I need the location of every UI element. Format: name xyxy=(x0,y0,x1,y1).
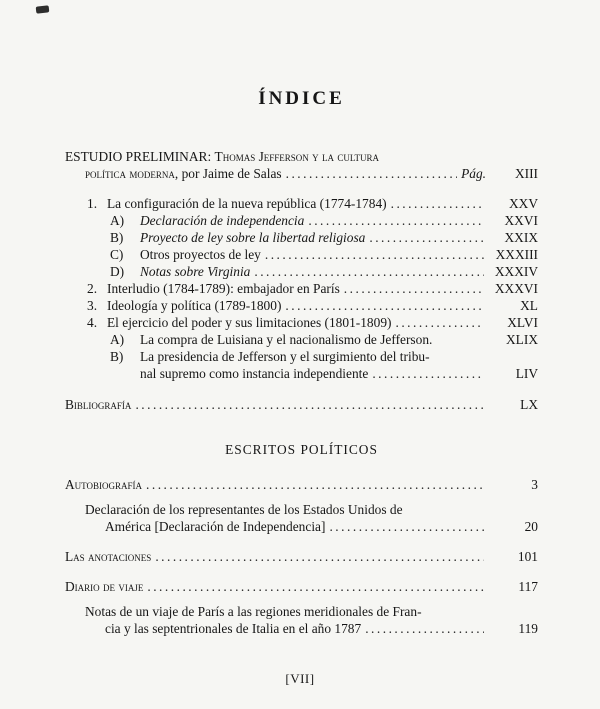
toc-row xyxy=(65,263,538,280)
dot-leader xyxy=(135,396,484,413)
entry-title: Diario de viaje xyxy=(65,579,144,594)
entry-row-continuation xyxy=(65,518,538,535)
toc-row xyxy=(65,314,538,331)
section-heading: ESCRITOS POLÍTICOS xyxy=(225,442,378,457)
dot-leader xyxy=(286,165,457,182)
toc-row xyxy=(65,297,538,314)
entry-title-line1: Declaración de los representantes de los Estados Unidos de xyxy=(85,502,403,517)
scan-artifact xyxy=(36,5,50,13)
entry-row xyxy=(65,603,538,620)
item-letter: B) xyxy=(110,349,124,364)
dot-leader xyxy=(372,365,484,382)
page-number: 3 xyxy=(531,477,538,492)
item-title: El ejercicio del poder y sus limitaciones (1801-1809) xyxy=(107,315,392,330)
page-number: 117 xyxy=(518,579,538,594)
toc-row xyxy=(65,280,538,297)
dot-leader xyxy=(395,314,484,331)
escritos-list xyxy=(65,476,538,637)
item-number: 1. xyxy=(87,196,98,211)
page-number: XXV xyxy=(508,196,538,211)
page-number: XXIX xyxy=(504,230,538,245)
dot-leader xyxy=(329,518,484,535)
dot-leader xyxy=(155,548,484,565)
page-number: XLIX xyxy=(506,332,538,347)
dot-leader xyxy=(254,263,484,280)
toc-row xyxy=(65,331,538,348)
entry-row xyxy=(65,578,538,595)
page-number: XLVI xyxy=(507,315,538,330)
entry-title-line2: América [Declaración de Independencia] xyxy=(105,519,326,534)
preliminar-line2 xyxy=(65,165,538,182)
page-number: 101 xyxy=(517,549,538,564)
entry-row xyxy=(65,501,538,518)
toc-row xyxy=(65,195,538,212)
folio-page-number: [VII] xyxy=(285,671,315,686)
item-number: 3. xyxy=(87,298,98,313)
toc-row xyxy=(65,246,538,263)
item-letter: A) xyxy=(110,332,125,347)
page-number: XXXVI xyxy=(494,281,538,296)
page-number: XXXIV xyxy=(494,264,538,279)
dot-leader xyxy=(146,476,484,493)
item-title-line2: nal supremo como instancia independiente xyxy=(140,366,369,381)
entry-title: Las anotaciones xyxy=(65,549,152,564)
page-number: 20 xyxy=(524,519,538,534)
page-number: LX xyxy=(520,397,538,412)
item-number: 4. xyxy=(87,315,98,330)
dot-leader xyxy=(265,246,484,263)
entry-row xyxy=(65,548,538,565)
dot-leader xyxy=(285,297,484,314)
preliminar-line2-text: política moderna, por Jaime de Salas xyxy=(85,166,282,181)
page-number: XXXIII xyxy=(495,247,538,262)
preliminar-entry xyxy=(65,148,538,182)
entry-row xyxy=(65,476,538,493)
bibliografia-row xyxy=(65,396,538,413)
page-number: LIV xyxy=(515,366,538,381)
toc-row xyxy=(65,229,538,246)
entry-title-line1: Notas de un viaje de París a las regiones meridionales de Fran- xyxy=(85,604,422,619)
page-number: 119 xyxy=(518,621,538,636)
item-title: La compra de Luisiana y el nacionalismo de Jefferson. xyxy=(140,332,433,347)
dot-leader xyxy=(344,280,484,297)
item-title: Proyecto de ley sobre la libertad religiosa xyxy=(140,230,366,245)
item-title-line1: La presidencia de Jefferson y el surgimiento del tribu- xyxy=(140,349,430,364)
entry-title: Autobiografía xyxy=(65,477,143,492)
dot-leader xyxy=(365,620,484,637)
dot-leader xyxy=(369,229,484,246)
preliminar-smallcaps: Thomas Jefferson y la cultura xyxy=(214,149,380,164)
dot-leader xyxy=(147,578,484,595)
page-number: XXVI xyxy=(504,213,538,228)
entry-row-continuation xyxy=(65,620,538,637)
preliminar-caps: ESTUDIO PRELIMINAR: xyxy=(65,149,212,164)
toc-row-continuation xyxy=(65,365,538,382)
item-number: 2. xyxy=(87,281,98,296)
dot-leader xyxy=(391,195,484,212)
toc-row xyxy=(65,212,538,229)
toc-list xyxy=(65,195,538,413)
entry-title-line2: cia y las septentrionales de Italia en el año 1787 xyxy=(105,621,362,636)
item-title: Ideología y política (1789-1800) xyxy=(107,298,282,313)
item-letter: C) xyxy=(110,247,124,262)
dot-leader xyxy=(308,212,484,229)
toc-row xyxy=(65,348,538,365)
page-number: XIII xyxy=(514,166,538,181)
page-title: ÍNDICE xyxy=(258,88,345,109)
item-letter: D) xyxy=(110,264,125,279)
item-title: La configuración de la nueva república (1774-1784) xyxy=(107,196,387,211)
item-letter: A) xyxy=(110,213,125,228)
item-title: Notas sobre Virginia xyxy=(140,264,251,279)
item-letter: B) xyxy=(110,230,124,245)
item-title: Interludio (1784-1789): embajador en París xyxy=(107,281,340,296)
bibliografia-title: Bibliografía xyxy=(65,397,132,412)
item-title: Declaración de independencia xyxy=(140,213,305,228)
pag-label: Pág. xyxy=(461,166,486,181)
preliminar-line1 xyxy=(65,148,538,165)
item-title: Otros proyectos de ley xyxy=(140,247,261,262)
page-number: XL xyxy=(520,298,538,313)
